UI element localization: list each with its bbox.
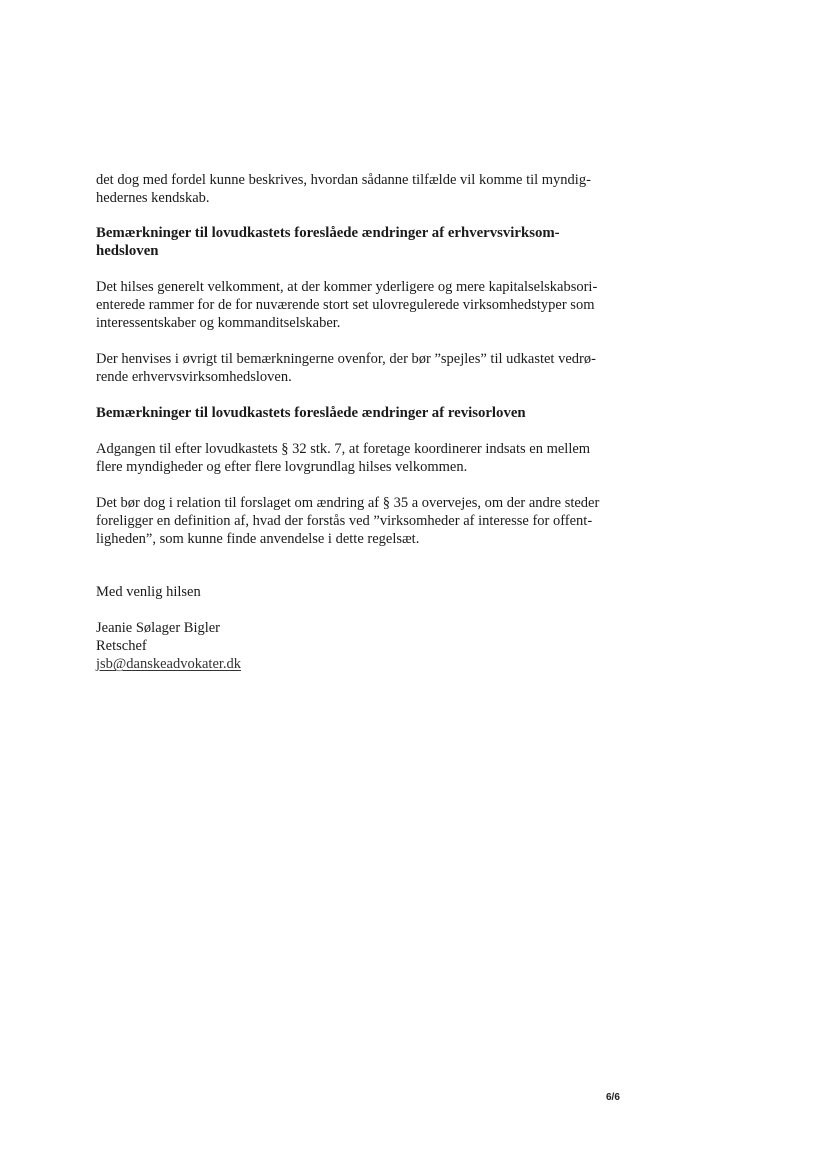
section-heading-revisorloven: [96, 404, 616, 422]
heading-line: hedsloven: [96, 243, 159, 259]
section-heading-erhvervsvirksomhedsloven: [96, 224, 616, 260]
email-link[interactable]: jsb@danskeadvokater.dk: [96, 656, 242, 672]
text-line: Der henvises i øvrigt til bemærkningerne ovenfor, der bør ”spejles” til udkastet vedrø-: [96, 351, 596, 367]
text-line: Det bør dog i relation til forslaget om ændring af § 35 a overvejes, om der andre steder: [96, 495, 600, 511]
text-line: foreligger en definition af, hvad der forstås ved ”virksomheder af interesse for offent-: [96, 513, 593, 529]
intro-paragraph: [96, 171, 616, 207]
text-line: rende erhvervsvirksomhedsloven.: [96, 369, 292, 385]
paragraph: [96, 350, 616, 386]
text-line: Adgangen til efter lovudkastets § 32 stk. 7, at foretage koordinerer indsats en mellem: [96, 441, 591, 457]
paragraph: [96, 440, 616, 476]
text-line: enterede rammer for de for nuværende stort set ulovregulerede virksomhedstyper som: [96, 297, 595, 313]
text-line: ligheden”, som kunne finde anvendelse i dette regelsæt.: [96, 531, 420, 547]
document-body: [96, 171, 616, 673]
closing-greeting: [96, 583, 616, 601]
text-line: hedernes kendskab.: [96, 190, 210, 206]
text-line: flere myndigheder og efter flere lovgrundlag hilses velkommen.: [96, 459, 468, 475]
heading-line: Bemærkninger til lovudkastets foreslåede ændringer af revisorloven: [96, 405, 526, 421]
greeting-text: Med venlig hilsen: [96, 584, 201, 600]
text-line: Det hilses generelt velkomment, at der kommer yderligere og mere kapitalselskabsori-: [96, 279, 598, 295]
paragraph: [96, 494, 616, 548]
page-number: 6/6: [606, 1092, 620, 1103]
text-line: det dog med fordel kunne beskrives, hvordan sådanne tilfælde vil komme til myndig-: [96, 172, 591, 188]
paragraph: [96, 278, 616, 332]
signatory-name: Jeanie Sølager Bigler: [96, 620, 221, 636]
signature-block: [96, 619, 616, 673]
heading-line: Bemærkninger til lovudkastets foreslåede ændringer af erhvervsvirksom-: [96, 225, 560, 241]
signatory-title: Retschef: [96, 638, 147, 654]
text-line: interessentskaber og kommanditselskaber.: [96, 315, 341, 331]
